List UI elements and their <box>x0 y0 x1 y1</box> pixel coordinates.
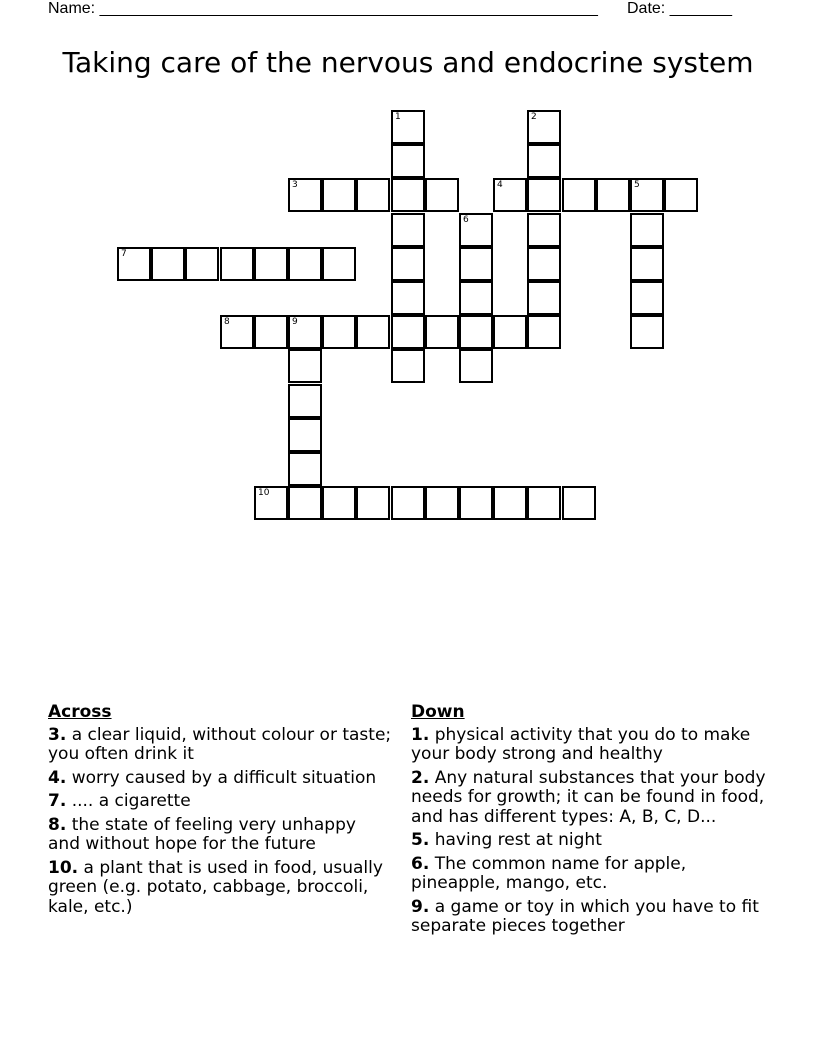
down-clue <box>411 831 771 851</box>
crossword-cell[interactable] <box>527 213 561 247</box>
across-clues <box>48 703 393 921</box>
crossword-cell[interactable] <box>322 178 356 212</box>
crossword-cell[interactable] <box>288 247 322 281</box>
crossword-cell[interactable] <box>527 144 561 178</box>
across-heading: Across <box>48 702 112 722</box>
crossword-cell[interactable] <box>493 486 527 520</box>
crossword-cell[interactable] <box>117 247 151 281</box>
across-clue <box>48 792 393 812</box>
clue-number: 1. <box>411 724 430 745</box>
crossword-cell[interactable] <box>391 178 425 212</box>
crossword-cell[interactable] <box>459 315 493 349</box>
clue-number: 7. <box>48 791 67 811</box>
clue-text: Any natural substances that your body needs for growth; it can be found in food, and has different types: A, B, C, D... <box>411 767 766 827</box>
crossword-cell[interactable] <box>288 349 322 383</box>
down-clue <box>411 769 771 828</box>
crossword-cell[interactable] <box>254 247 288 281</box>
crossword-cell[interactable] <box>356 486 390 520</box>
crossword-cell[interactable] <box>527 178 561 212</box>
crossword-cell[interactable] <box>493 315 527 349</box>
crossword-cell[interactable] <box>151 247 185 281</box>
crossword-cell[interactable] <box>254 315 288 349</box>
clue-text: .... a cigarette <box>66 791 191 811</box>
crossword-cell[interactable] <box>459 213 493 247</box>
across-clue <box>48 816 393 855</box>
clue-number: 2. <box>411 767 430 788</box>
cell-number: 7 <box>121 249 127 259</box>
clue-text: a plant that is used in food, usually green (e.g. potato, cabbage, broccoli, kale, etc.) <box>48 857 383 917</box>
name-field[interactable]: Name: ________________________________________________________ <box>48 0 598 17</box>
cell-number: 10 <box>258 488 270 498</box>
cell-number: 3 <box>292 180 298 190</box>
crossword-cell[interactable] <box>527 247 561 281</box>
crossword-cell[interactable] <box>356 178 390 212</box>
crossword-cell[interactable] <box>288 384 322 418</box>
clue-text: having rest at night <box>429 830 602 850</box>
clue-text: worry caused by a difficult situation <box>66 767 377 788</box>
crossword-cell[interactable] <box>493 178 527 212</box>
crossword-cell[interactable] <box>425 315 459 349</box>
crossword-cell[interactable] <box>596 178 630 212</box>
crossword-cell[interactable] <box>630 178 664 212</box>
crossword-cell[interactable] <box>391 486 425 520</box>
crossword-cell[interactable] <box>391 110 425 144</box>
clue-number: 6. <box>411 853 430 874</box>
clue-number: 8. <box>48 814 67 835</box>
clue-text: a clear liquid, without colour or taste; you often drink it <box>48 724 392 764</box>
crossword-cell[interactable] <box>527 281 561 315</box>
crossword-cell[interactable] <box>459 281 493 315</box>
crossword-cell[interactable] <box>391 349 425 383</box>
crossword-cell[interactable] <box>288 452 322 486</box>
down-heading: Down <box>411 702 465 722</box>
cell-number: 4 <box>497 180 503 190</box>
clue-number: 9. <box>411 896 430 917</box>
crossword-cell[interactable] <box>562 486 596 520</box>
clue-text: the state of feeling very unhappy and without hope for the future <box>48 814 356 854</box>
down-clue <box>411 726 771 765</box>
crossword-cell[interactable] <box>356 315 390 349</box>
down-clue <box>411 855 771 894</box>
crossword-cell[interactable] <box>288 486 322 520</box>
crossword-cell[interactable] <box>322 486 356 520</box>
crossword-cell[interactable] <box>185 247 219 281</box>
crossword-cell[interactable] <box>664 178 698 212</box>
crossword-cell[interactable] <box>527 315 561 349</box>
cell-number: 2 <box>531 112 537 122</box>
crossword-cell[interactable] <box>425 486 459 520</box>
crossword-cell[interactable] <box>459 247 493 281</box>
across-clue <box>48 769 393 789</box>
down-clues <box>411 703 771 941</box>
crossword-cell[interactable] <box>220 315 254 349</box>
clue-number: 5. <box>411 830 430 850</box>
crossword-cell[interactable] <box>562 178 596 212</box>
crossword-cell[interactable] <box>459 349 493 383</box>
crossword-cell[interactable] <box>391 281 425 315</box>
date-field[interactable]: Date: _______ <box>627 0 732 17</box>
clue-text: a game or toy in which you have to fit separate pieces together <box>411 896 759 936</box>
clue-text: The common name for apple, pineapple, mango, etc. <box>411 853 687 893</box>
clue-number: 4. <box>48 767 67 788</box>
crossword-cell[interactable] <box>527 486 561 520</box>
cell-number: 5 <box>634 180 640 190</box>
crossword-cell[interactable] <box>288 178 322 212</box>
crossword-cell[interactable] <box>527 110 561 144</box>
down-clue <box>411 898 771 937</box>
crossword-cell[interactable] <box>288 418 322 452</box>
crossword-cell[interactable] <box>220 247 254 281</box>
crossword-cell[interactable] <box>391 213 425 247</box>
cell-number: 6 <box>463 215 469 225</box>
across-clue <box>48 726 393 765</box>
crossword-cell[interactable] <box>630 281 664 315</box>
crossword-cell[interactable] <box>322 247 356 281</box>
clue-text: physical activity that you do to make your body strong and healthy <box>411 724 751 764</box>
clue-number: 10. <box>48 857 79 878</box>
crossword-cell[interactable] <box>391 315 425 349</box>
across-clue <box>48 859 393 918</box>
crossword-cell[interactable] <box>391 247 425 281</box>
page-title: Taking care of the nervous and endocrine system <box>62 46 754 79</box>
crossword-cell[interactable] <box>630 315 664 349</box>
crossword-cell[interactable] <box>322 315 356 349</box>
crossword-cell[interactable] <box>391 144 425 178</box>
crossword-cell[interactable] <box>630 213 664 247</box>
cell-number: 8 <box>224 317 230 327</box>
crossword-cell[interactable] <box>254 486 288 520</box>
cell-number: 1 <box>395 112 401 122</box>
crossword-cell[interactable] <box>630 247 664 281</box>
crossword-cell[interactable] <box>288 315 322 349</box>
crossword-cell[interactable] <box>459 486 493 520</box>
crossword-cell[interactable] <box>425 178 459 212</box>
cell-number: 9 <box>292 317 298 327</box>
clue-number: 3. <box>48 724 67 745</box>
